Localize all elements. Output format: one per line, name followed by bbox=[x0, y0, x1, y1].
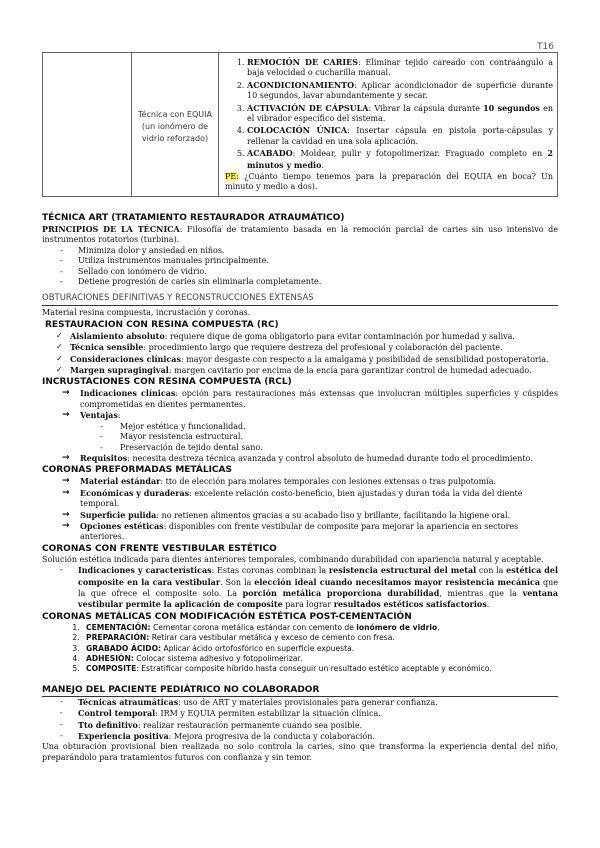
list-item: - Minimiza dolor y ansiedad en niños. bbox=[60, 246, 558, 256]
technique-cell bbox=[132, 53, 219, 197]
list-item: - Detiene progresión de caries sin eliminarla completamente. bbox=[60, 277, 558, 287]
list-item: → Económicas y duraderas: excelente relación costo-beneficio, bien ajustadas y duran toda la vida del diente temporal. bbox=[62, 488, 558, 510]
list-item: → Indicaciones clínicas: opción para restauraciones más extensas que involucran múltiples superficies y cúspides comprometidas en dientes permanentes. bbox=[62, 388, 558, 410]
incrustaciones-title: INCRUSTACIONES CON RESINA COMPUESTA (RCL) bbox=[42, 377, 292, 388]
manejo-conclusion: Una obturación provisional bien realizada no solo controla la caries, sino que transforma la experiencia dental del niño, preparándolo para tratamientos futuros con confianza y sin temor. bbox=[42, 742, 558, 762]
list-item: ✓ Consideraciones clínicas: mayor desgaste con respecto a la amalgama y posibilidad de sensibilidad postoperatoria. bbox=[56, 354, 558, 365]
exam-note: PE: ¿Cuánto tiempo tenemos para la preparación del EQUIA en boca? Un minuto y medio a dos). bbox=[225, 172, 553, 192]
list-item: - Control temporal: IRM y EQUIA permiten estabilizar la situación clínica. bbox=[60, 708, 558, 719]
section-intro: Material resina compuesta, incrustación y coronas. bbox=[42, 308, 251, 318]
list-item: - Tto definitivo: realizar restauración permanente cuando sea posible. bbox=[60, 720, 558, 731]
list-item: - Utiliza instrumentos manuales principalmente. bbox=[60, 256, 558, 266]
list-item: → Superficie pulida: no retienen alimentos gracias a su acabado liso y brillante, facilitando la higiene oral. bbox=[62, 510, 558, 521]
list-item: ✓ Aislamiento absoluto: requiere dique de goma obligatorio para evitar contaminación por humedad y saliva. bbox=[56, 331, 558, 342]
list-item: 1. CEMENTACIÓN: Cementar corona metálica estándar con cemento de ionómero de vidrio. bbox=[82, 623, 558, 633]
equia-table bbox=[42, 52, 558, 197]
pe-highlight: PE: bbox=[225, 172, 239, 182]
list-item: → Requisitos: necesita destreza técnica avanzada y control absoluto de humedad durante todo el procedimiento. bbox=[62, 453, 558, 464]
list-item: - Mejor estética y funcionalidad. bbox=[100, 422, 558, 432]
manejo-title: MANEJO DEL PACIENTE PEDIÁTRICO NO COLABORADOR bbox=[42, 684, 558, 697]
equia-steps bbox=[225, 57, 553, 171]
steps-cell bbox=[219, 53, 558, 197]
list-item: → Ventajas: - Mejor estética y funcionalidad. - Mayor resistencia estructural. - Preservación de tejido dental sano. bbox=[62, 410, 558, 453]
section-heading: OBTURACIONES DEFINITIVAS Y RECONSTRUCCIONES EXTENSAS bbox=[42, 293, 558, 306]
empty-cell bbox=[43, 53, 132, 197]
list-item: → Opciones estéticas: disponibles con frente vestibular de composite para mejorar la apariencia en sectores anteriores. bbox=[62, 521, 558, 543]
list-item: 4. ADHESIÓN: Colocar sistema adhesivo y fotopolimerizar. bbox=[82, 654, 558, 664]
resina-list bbox=[42, 331, 558, 377]
resina-title: RESTAURACION CON RESINA COMPUESTA (RC) bbox=[45, 319, 279, 330]
technique-label: Técnica con EQUIA (un ionómero de vidrio reforzado) bbox=[138, 109, 212, 143]
list-item: ✓ Técnica sensible: procedimiento largo que requiere destreza del profesional y colaboración del paciente. bbox=[56, 342, 558, 353]
list-item: - Sellado con ionómero de vidrio. bbox=[60, 267, 558, 277]
equia-step: 1. REMOCIÓN DE CARIES: Eliminar tejido careado con contraángulo a baja velocidad o cucharilla manual. bbox=[247, 57, 553, 79]
art-title: TÉCNICA ART (TRATAMIENTO RESTAURADOR ATRAUMÁTICO) bbox=[42, 213, 345, 223]
frente-intro: Solución estética indicada para dientes anteriores temporales, combinando durabilidad con apariencia natural y aceptable. bbox=[42, 554, 544, 564]
list-item: - Experiencia positiva: Mejora progresiva de la conducta y colaboración. bbox=[60, 731, 558, 742]
page-number: T16 bbox=[537, 42, 554, 52]
modificacion-title: CORONAS METÁLICAS CON MODIFICACIÓN ESTÉTICA POST-CEMENTACIÓN bbox=[42, 611, 412, 622]
frente-list bbox=[42, 565, 558, 611]
coronas-title: CORONAS PREFORMADAS METÁLICAS bbox=[42, 465, 232, 476]
list-item: - Indicaciones y características: Estas coronas combinan la resistencia estructural del metal con la estética del composite en la cara vestibular. Son la elección ideal cuando necesitamos mayor resistencia mecánica que la que ofrece el composite solo. La porción metálica proporciona durabilidad, mientras que la ventana vestibular permite la aplicación de composite para lograr resultados estéticos satisfactorios. bbox=[60, 565, 558, 611]
list-item: - Técnicas atraumáticas: uso de ART y materiales provisionales para generar confianza. bbox=[60, 697, 558, 708]
art-list bbox=[42, 246, 558, 288]
manejo-list bbox=[42, 697, 558, 743]
coronas-list bbox=[42, 476, 558, 542]
incrustaciones-list bbox=[42, 388, 558, 464]
list-item: → Material estándar: tto de elección para molares temporales con lesiones extensas o tras pulpotomía. bbox=[62, 476, 558, 487]
list-item: - Preservación de tejido dental sano. bbox=[100, 443, 558, 453]
list-item: ✓ Margen supragingival: margen cavitario por encima de la encía para garantizar control de humedad adecuado. bbox=[56, 365, 558, 376]
main-content bbox=[42, 212, 558, 763]
frente-title: CORONAS CON FRENTE VESTIBULAR ESTÉTICO bbox=[42, 543, 277, 554]
equia-step: 5. ACABADO: Moldear, pulir y fotopolimerizar. Fraguado completo en 2 minutos y medio. bbox=[247, 148, 553, 171]
list-item: - Mayor resistencia estructural. bbox=[100, 432, 558, 442]
equia-step: 4. COLOCACIÓN ÚNICA: Insertar cápsula en pistola porta-cápsulas y rellenar la cavidad en una sola aplicación. bbox=[247, 125, 553, 147]
list-item: 2. PREPARACIÓN: Retirar cara vestibular metálica y exceso de cemento con fresa. bbox=[82, 633, 558, 643]
list-item: 3. GRABADO ÁCIDO: Aplicar ácido ortofosfórico en superficie expuesta. bbox=[82, 644, 558, 654]
list-item: 5. COMPOSITE: Estratificar composite híbrido hasta conseguir un resultado estético aceptable y económico. bbox=[82, 664, 558, 674]
advantages-list bbox=[80, 422, 558, 453]
equia-step: 2. ACONDICIONAMIENTO: Aplicar acondicionador de superficie durante 10 segundos, lavar abundantemente y secar. bbox=[247, 80, 553, 102]
modificacion-steps bbox=[42, 623, 558, 675]
art-principle: PRINCIPIOS DE LA TÉCNICA: Filosofía de tratamiento basada en la remoción parcial de caries sin uso intensivo de instrumentos rotatorios (turbina). bbox=[42, 224, 558, 245]
equia-step: 3. ACTIVACIÓN DE CÁPSULA: Vibrar la cápsula durante 10 segundos en el vibrador específico del sistema. bbox=[247, 103, 553, 125]
